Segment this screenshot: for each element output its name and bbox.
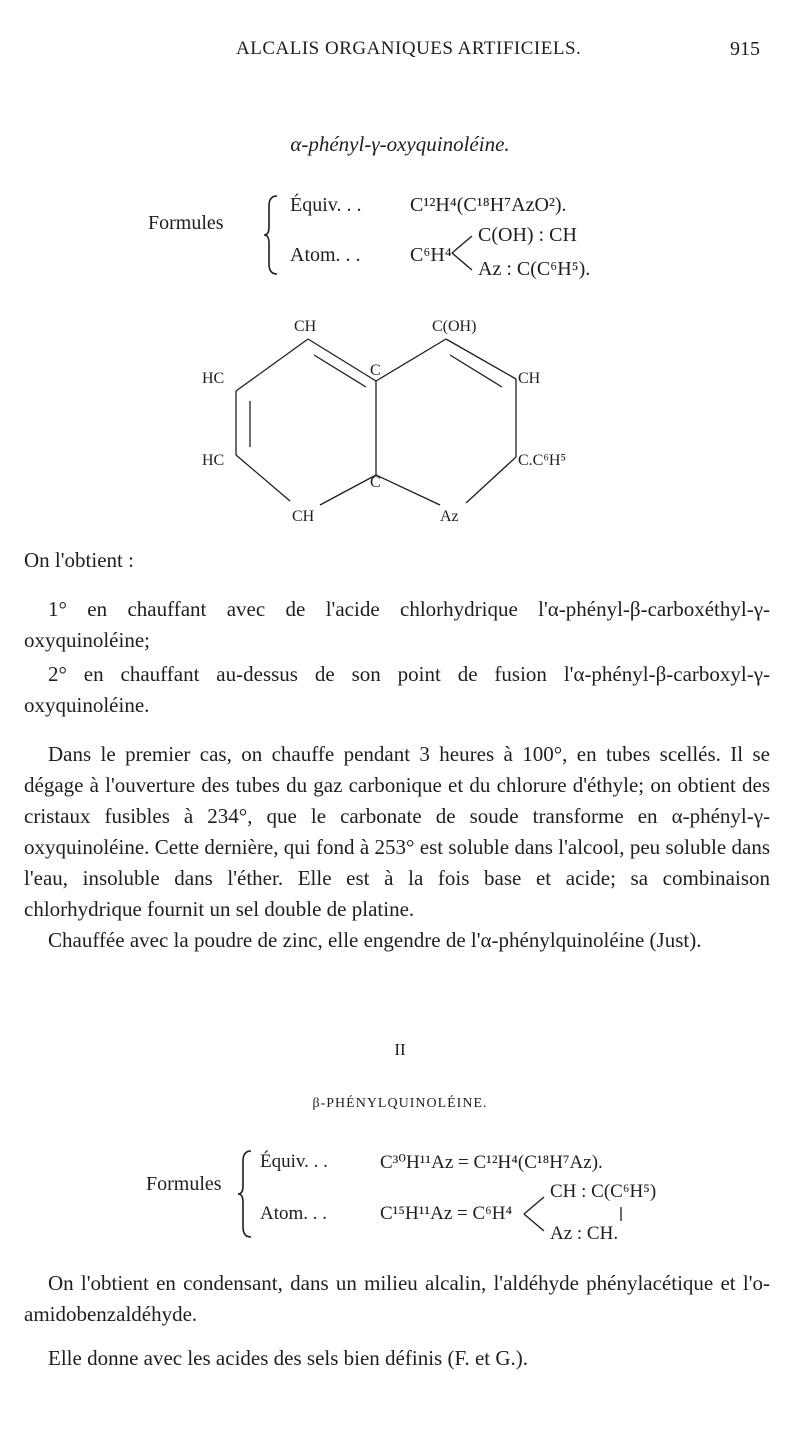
label-az-bottom: Az [440,508,459,525]
paragraph-4: Elle donne avec les acides des sels bien définis (F. et G.). [48,1346,529,1370]
equiv-label-2: Équiv. . . [260,1151,328,1172]
page-number: 915 [730,38,760,60]
paragraph-3: On l'obtient en condensant, dans un milieu alcalin, l'aldéhyde phénylacétique et l'o-amidobenzaldéhyde. [24,1271,770,1326]
section-title: α-phényl-γ-oxyquinoléine. [290,132,510,156]
atom-label: Atom. . . [290,244,361,266]
formula-block [0,190,800,290]
label-c-center-bottom: C [370,474,381,491]
atom-branch-top: C(OH) : CH [478,224,577,246]
equiv-label: Équiv. . . [290,194,362,216]
label-coh-top: C(OH) [432,318,477,335]
atom-branch-bottom: Az : C(C⁶H⁵). [478,258,591,280]
label-ch-right: CH [518,370,541,387]
equiv-formula-2: C³⁰H¹¹Az = C¹²H⁴(C¹⁸H⁷Az). [380,1152,603,1173]
formula-block-2 [0,1145,800,1255]
label-ch-top: CH [294,318,317,335]
atom-label-2: Atom. . . [260,1203,328,1224]
atom-branch-bottom-2: Az : CH. [550,1223,619,1244]
structure-diagram [180,305,600,535]
formula-brace [262,194,282,276]
section-numeral: II [394,1040,406,1059]
formula-brace-2 [236,1149,256,1239]
atom-prefix: C⁶H⁴ [410,244,452,266]
list-item-2: 2° en chauffant au-dessus de son point de fusion l'α-phényl-β-carboxyl-γ-oxyquinoléine. [24,662,770,717]
equiv-formula: C¹²H⁴(C¹⁸H⁷AzO²). [410,194,567,216]
vertical-bond [618,1207,624,1223]
atom-formula-2: C¹⁵H¹¹Az = C⁶H⁴ [380,1203,513,1224]
section-2-title: β-PHÉNYLQUINOLÉINE. [312,1096,488,1111]
label-cc6h5: C.C⁶H⁵ [518,452,567,469]
label-hc-left: HC [202,370,225,387]
list-item-1: 1° en chauffant avec de l'acide chlorhydrique l'α-phényl-β-carboxéthyl-γ-oxyquinoléine; [24,597,770,652]
paragraph-1: Dans le premier cas, on chauffe pendant 3 heures à 100°, en tubes scellés. Il se dégage à l'ouverture des tubes du gaz carbonique et du chlorure d'éthyle; on obtient des cristaux fusibles à 234°, que le carbonate de soude transforme en α-phényl-γ-oxyquinoléine. Cette dernière, qui fond à 253° est soluble dans l'alcool, peu soluble dans l'eau, insoluble dans l'éther. Elle est à la fois base et acide; sa combinaison chlorhydrique fournit un sel double de platine. [24,742,770,921]
formula-label: Formules [148,212,224,234]
running-head [0,38,800,68]
branch-lines [450,228,476,278]
label-c-center-top: C [370,362,381,379]
atom-branch-top-2: CH : C(C⁶H⁵) [550,1181,657,1202]
formula-label-2: Formules [146,1173,222,1195]
label-ch-bottom: CH [292,508,315,525]
on-lobtient: On l'obtient : [24,548,134,572]
running-head-title: ALCALIS ORGANIQUES ARTIFICIELS. [236,38,582,59]
paragraph-2: Chauffée avec la poudre de zinc, elle engendre de l'α-phénylquinoléine (Just). [48,928,702,952]
branch-lines-2 [522,1189,548,1239]
label-hc-left-low: HC [202,452,225,469]
